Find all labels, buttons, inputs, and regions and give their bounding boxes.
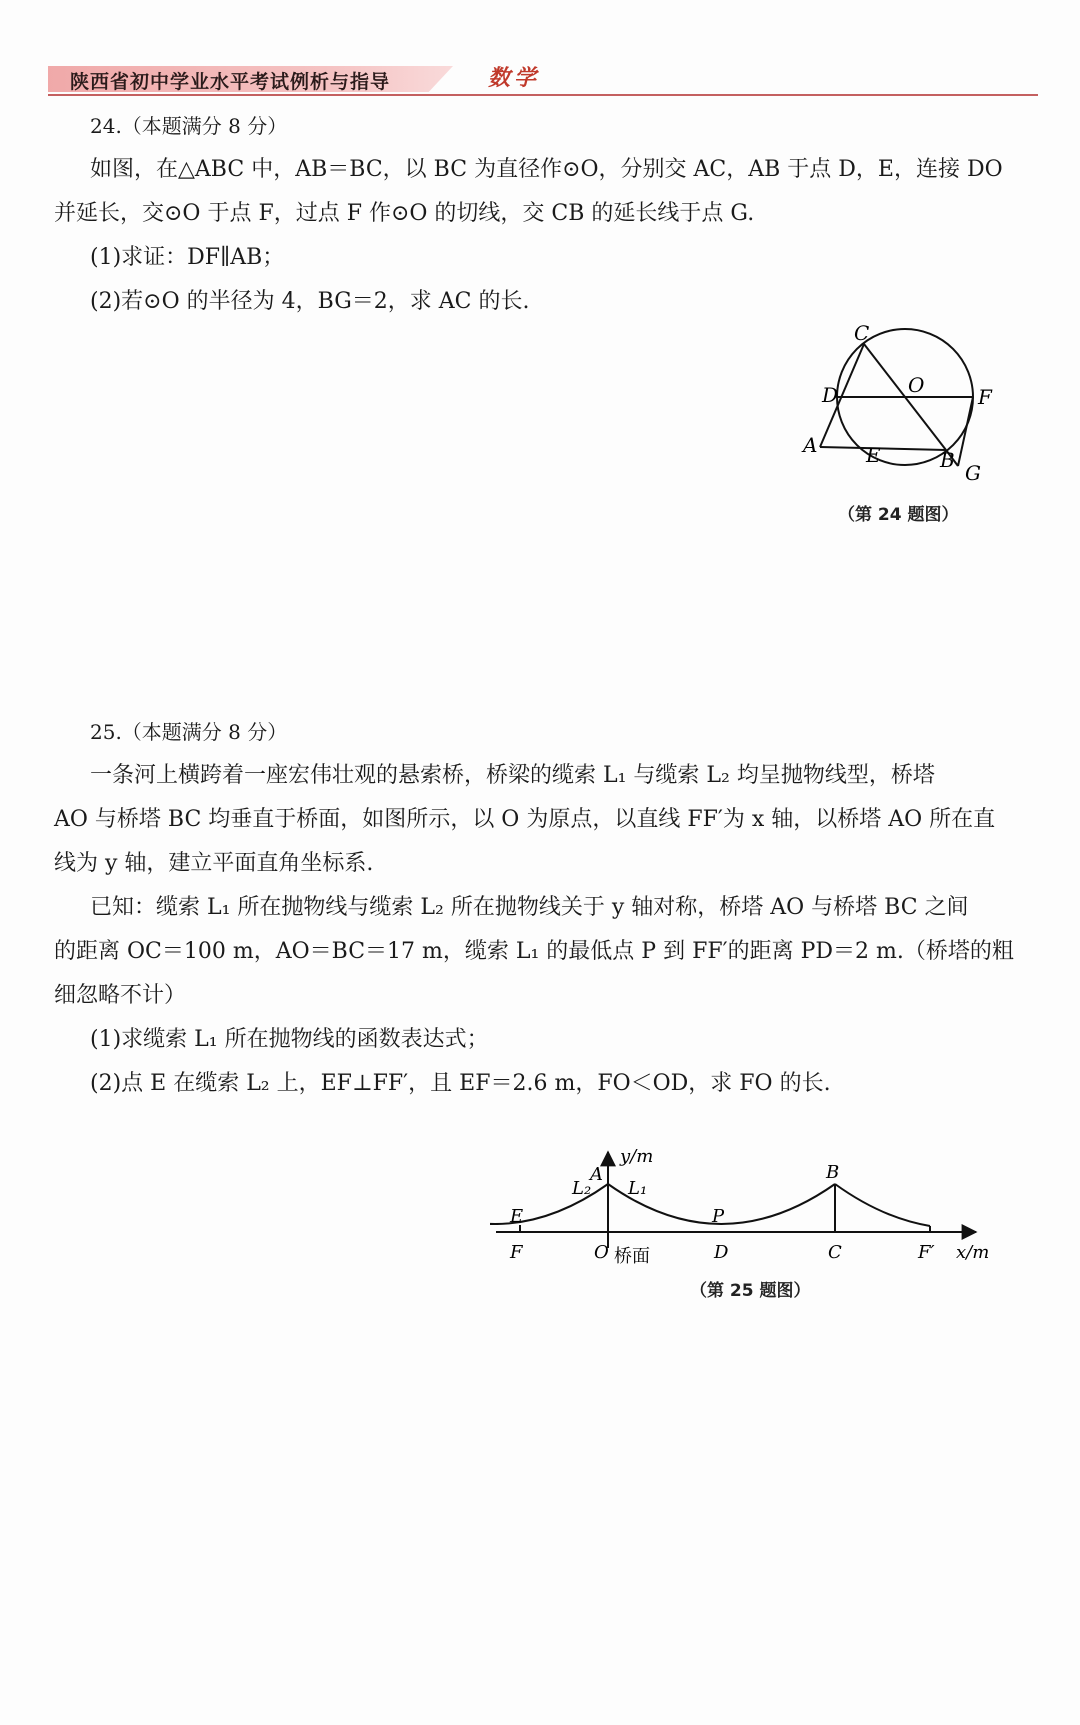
label-bridge-deck: 桥面 bbox=[614, 1246, 650, 1267]
question-24 bbox=[54, 104, 1014, 324]
question-25 bbox=[54, 710, 1014, 1106]
q24-line2: 并延长，交⊙O 于点 F，过点 F 作⊙O 的切线，交 CB 的延长线于点 G. bbox=[54, 201, 755, 226]
label-c: C bbox=[854, 322, 870, 345]
label-b: B bbox=[940, 448, 955, 472]
q25-line4: 已知：缆索 L₁ 所在抛物线与缆索 L₂ 所在抛物线关于 y 轴对称，桥塔 AO 与桥塔 BC 之间 bbox=[90, 895, 969, 920]
label-a: A bbox=[803, 433, 818, 457]
label-f: F bbox=[978, 385, 992, 409]
q24-part2: (2)若⊙O 的半径为 4，BG＝2，求 AC 的长. bbox=[90, 289, 530, 314]
q25-caption: （第 25 题图） bbox=[690, 1281, 811, 1301]
cable-right bbox=[835, 1184, 930, 1226]
q24-part1: (1)求证：DF∥AB； bbox=[90, 245, 285, 270]
label-p: P bbox=[712, 1206, 725, 1227]
label-b: B bbox=[826, 1162, 840, 1183]
q24-figure bbox=[800, 322, 1000, 507]
q25-figure bbox=[490, 1140, 1010, 1275]
q25-number: 25.（本题满分 8 分） bbox=[90, 720, 288, 744]
label-f-prime: F′ bbox=[918, 1242, 935, 1263]
tangent-fg bbox=[958, 397, 973, 466]
segment-ab bbox=[820, 447, 946, 450]
q25-line1: 一条河上横跨着一座宏伟壮观的悬索桥，桥梁的缆索 L₁ 与缆索 L₂ 均呈抛物线型，桥塔 bbox=[90, 763, 935, 788]
label-l1: L₁ bbox=[628, 1178, 648, 1199]
label-e: E bbox=[866, 443, 881, 467]
label-d: D bbox=[822, 383, 839, 407]
q25-part2: (2)点 E 在缆索 L₂ 上，EF⊥FF′，且 EF＝2.6 m，FO＜OD，求 FO 的长. bbox=[90, 1071, 831, 1096]
label-f: F bbox=[510, 1242, 523, 1263]
label-c: C bbox=[828, 1242, 842, 1263]
page-header bbox=[48, 58, 1038, 98]
label-o: O bbox=[594, 1242, 609, 1263]
label-a: A bbox=[590, 1164, 603, 1185]
q25-part1: (1)求缆索 L₁ 所在抛物线的函数表达式； bbox=[90, 1027, 489, 1052]
label-l2: L₂ bbox=[572, 1178, 592, 1199]
q25-line2: AO 与桥塔 BC 均垂直于桥面，如图所示，以 O 为原点，以直线 FF′为 x 轴，以桥塔 AO 所在直 bbox=[54, 807, 996, 832]
q24-number: 24.（本题满分 8 分） bbox=[90, 114, 288, 138]
q25-line5: 的距离 OC＝100 m，AO＝BC＝17 m，缆索 L₁ 的最低点 P 到 FF′的距离 PD＝2 m.（桥塔的粗 bbox=[54, 939, 1014, 964]
q25-line3: 线为 y 轴，建立平面直角坐标系. bbox=[54, 851, 374, 876]
q24-line1: 如图，在△ABC 中，AB＝BC，以 BC 为直径作⊙O，分别交 AC，AB 于点 D，E，连接 DO bbox=[90, 157, 1003, 182]
label-g: G bbox=[965, 461, 981, 485]
label-y-axis: y/m bbox=[620, 1146, 654, 1167]
q25-line6: 细忽略不计） bbox=[54, 983, 187, 1008]
label-d: D bbox=[714, 1242, 729, 1263]
subject-label: 数学 bbox=[488, 65, 541, 91]
label-x-axis: x/m bbox=[956, 1242, 990, 1263]
label-e: E bbox=[510, 1206, 524, 1227]
label-o: O bbox=[908, 373, 925, 397]
book-title: 陕西省初中学业水平考试例析与指导 bbox=[70, 71, 391, 93]
header-divider bbox=[48, 94, 1038, 96]
q24-caption: （第 24 题图） bbox=[838, 505, 959, 525]
